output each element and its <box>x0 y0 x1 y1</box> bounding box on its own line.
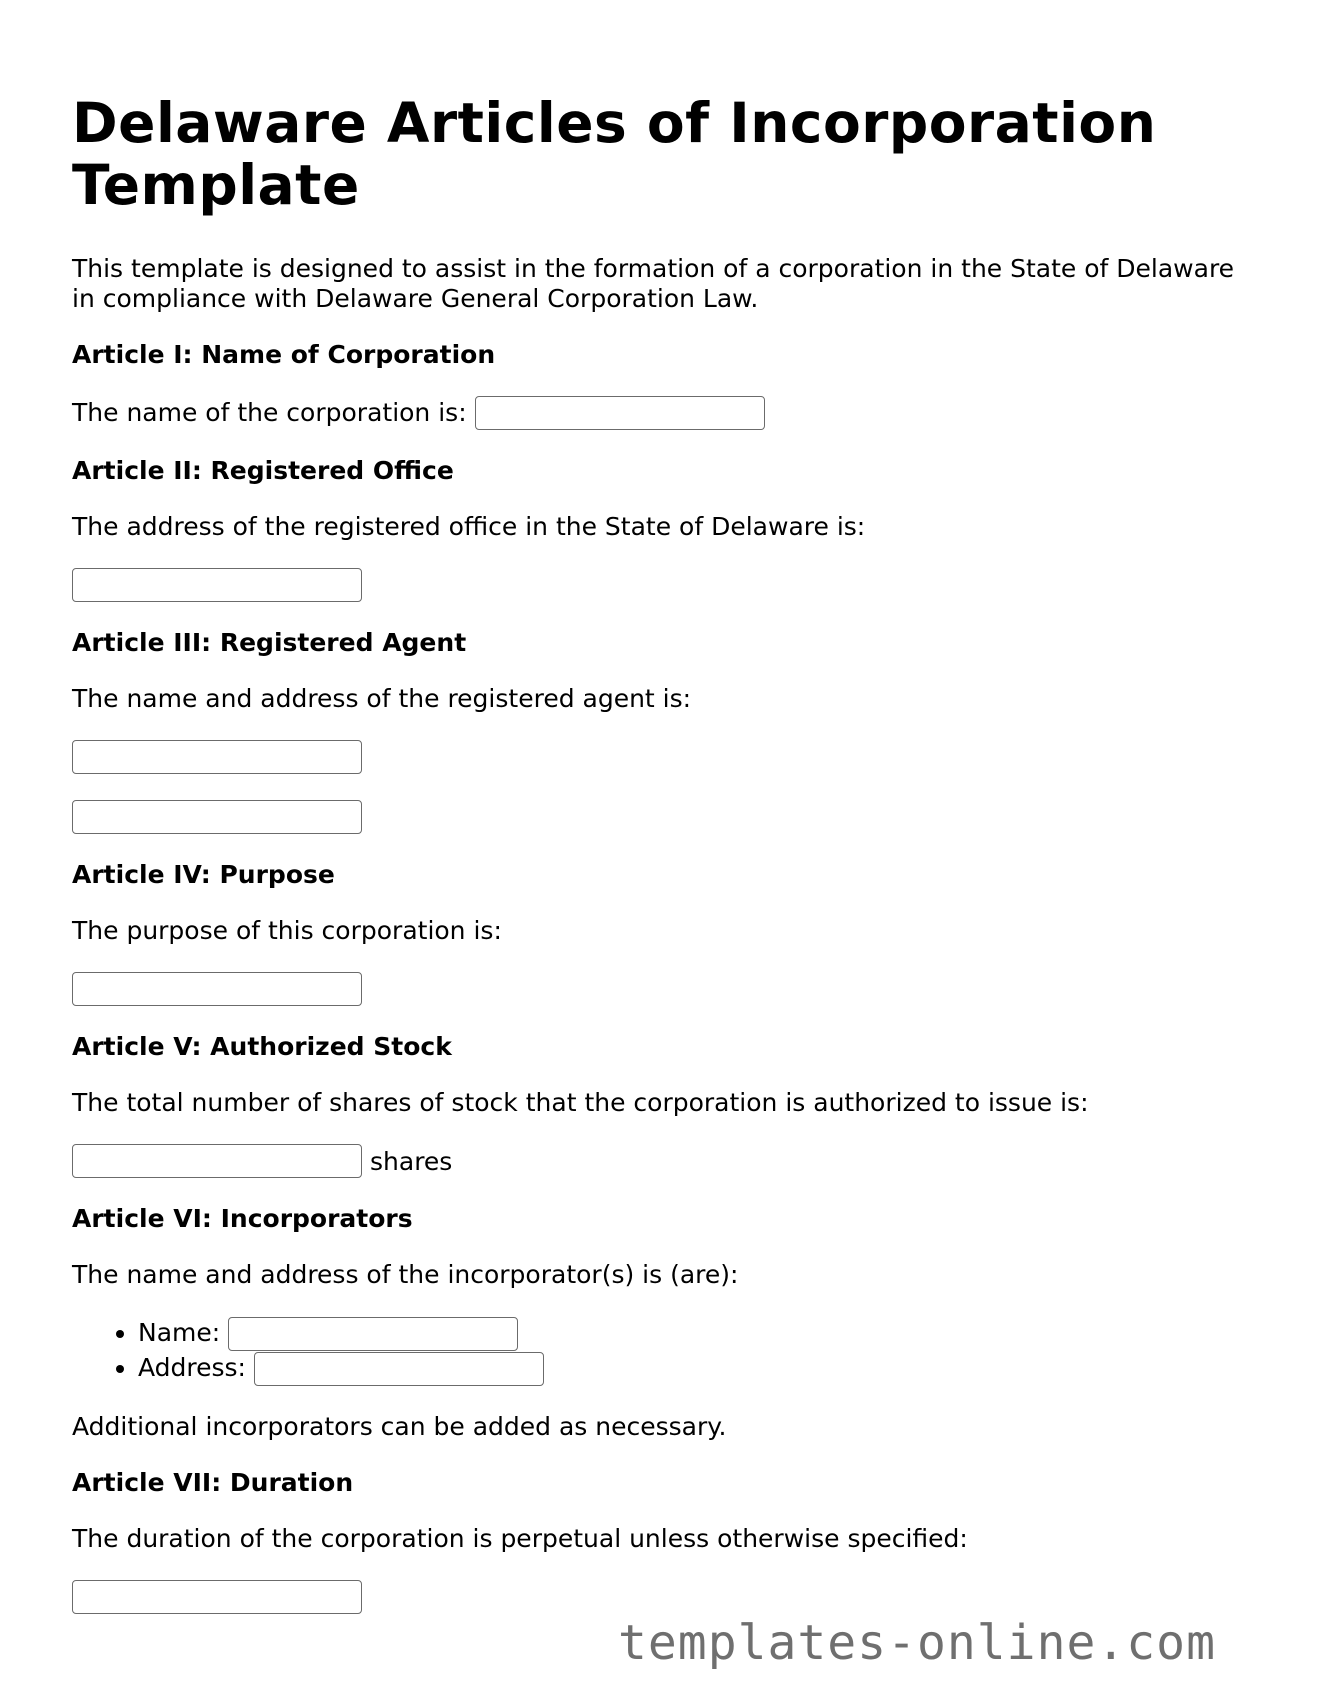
article-4-text: The purpose of this corporation is: <box>72 916 502 945</box>
article-7-text: The duration of the corporation is perpetual unless otherwise specified: <box>72 1524 968 1553</box>
shares-row <box>72 1144 1242 1178</box>
article-3-text: The name and address of the registered agent is: <box>72 684 692 713</box>
incorporator-address-input[interactable] <box>254 1352 544 1386</box>
incorporator-address-label: Address: <box>138 1353 246 1382</box>
incorporator-name-input[interactable] <box>228 1317 518 1351</box>
corporation-name-input[interactable] <box>475 396 765 430</box>
registered-agent-fields <box>72 740 1242 834</box>
article-2-heading: Article II: Registered Office <box>72 456 454 485</box>
article-5-heading: Article V: Authorized Stock <box>72 1032 452 1061</box>
article-7-heading: Article VII: Duration <box>72 1468 354 1497</box>
duration-input[interactable] <box>72 1580 362 1614</box>
incorporator-list <box>72 1316 1242 1386</box>
article-6-text: The name and address of the incorporator(s) is (are): <box>72 1260 739 1289</box>
article-6-heading: Article VI: Incorporators <box>72 1204 413 1233</box>
list-item <box>138 1316 1242 1351</box>
article-1-row <box>72 396 1242 430</box>
article-1-heading: Article I: Name of Corporation <box>72 340 496 369</box>
list-item <box>138 1351 1242 1386</box>
incorporators-note: Additional incorporators can be added as necessary. <box>72 1412 727 1441</box>
watermark-text: templates-online.com <box>618 1615 1216 1671</box>
authorized-shares-input[interactable] <box>72 1144 362 1178</box>
intro-paragraph: This template is designed to assist in the formation of a corporation in the State of Delaware in compliance with Delaware General Corporation Law. <box>72 254 1235 313</box>
article-2-text: The address of the registered office in the State of Delaware is: <box>72 512 866 541</box>
incorporator-name-label: Name: <box>138 1318 221 1347</box>
purpose-input[interactable] <box>72 972 362 1006</box>
registered-agent-address-input[interactable] <box>72 800 362 834</box>
document-page <box>72 92 1242 1640</box>
registered-agent-name-input[interactable] <box>72 740 362 774</box>
registered-office-input[interactable] <box>72 568 362 602</box>
article-3-heading: Article III: Registered Agent <box>72 628 467 657</box>
article-4-heading: Article IV: Purpose <box>72 860 335 889</box>
article-5-text: The total number of shares of stock that the corporation is authorized to issue is: <box>72 1088 1089 1117</box>
article-1-text: The name of the corporation is: <box>72 398 467 427</box>
shares-unit-label: shares <box>370 1146 453 1176</box>
page-title: Delaware Articles of Incorporation Template <box>72 91 1157 217</box>
